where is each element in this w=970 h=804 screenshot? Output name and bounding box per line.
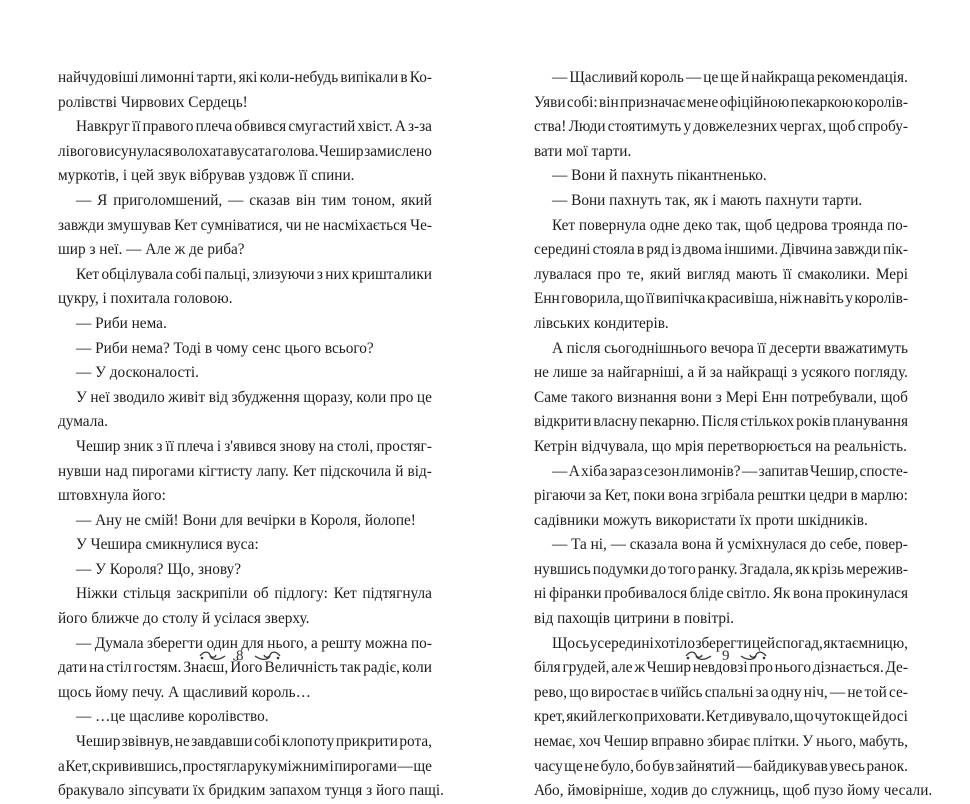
ornament-right-icon [252,649,282,663]
text-line: Саме такого визнання вони з Мері Енн потребували, щоб [534,388,908,406]
text-line: — Риби нема? Тоді в чому сенс цього всього? [76,339,374,357]
text-line: думала. [58,413,108,431]
page-number: 8 [236,647,244,664]
text-line: — У досконалості. [76,364,200,382]
text-line: рево, що виростає в чиїйсь спальні за одну ніч, — не той се- [534,683,908,701]
text-line: — Ану не смій! Вони для вечірки в Короля, йолопе! [76,511,416,529]
text-line: ства! Люди стоятимуть у довжелезних чергах, щоб спробу- [534,118,908,136]
text-line: — Я приголомшений, — сказав він тим тоном, який [76,191,432,209]
text-line: щось йому печу. А щасливий король… [58,683,311,701]
text-line: рігаючи за Кет, поки вона згрібала рештки цедри в марлю: [534,487,908,505]
text-line: його ближче до столу й усілася зверху. [58,610,310,628]
text-line: часу ще не було, бо був зайнятий — байдикував увесь ранок. [534,757,908,775]
text-line: — Риби нема. [76,314,167,332]
text-line: — Та ні, — сказала вона й усміхнулася до себе, повер- [552,536,908,554]
text-line: — …це щасливе королівство. [76,708,269,726]
text-line: Щось усередині хотіло зберегти цей спогад, як таємницю, [552,634,908,652]
text-line: немає, хоч Чешир вправно збирає плітки. У нього, мабуть, [534,733,908,751]
text-line: У Чешира смикнулися вуса: [76,536,259,554]
right-page-text [534,66,933,804]
text-line: Уяви собі: він призначає мене офіційною пекаркою королів- [534,93,908,111]
text-line: нувшись подумки до того ранку. Згадала, як крізь мережив- [534,560,908,578]
text-line: не лише за найгарніші, а й за найкращі з усякого погляду. [534,364,908,382]
page-number: 9 [722,647,730,664]
text-line: завжди змушував Кет сумніватися, чи не насміхається Че- [58,216,432,234]
text-line: ні фіранки пробивалося бліде світло. Як вона прокинулася [534,585,908,603]
text-line: вати мої тарти. [534,142,632,160]
text-line: — А хіба зараз сезон лимонів? — запитав Чешир, спосте- [552,462,908,480]
text-line: — Думала зберегти один для нього, а решту можна по- [76,634,432,652]
text-line: — Вони й пахнуть пікантненько. [552,167,767,185]
text-line: біля грудей, але ж Чешир невдовзі про нього дізнається. Де- [534,659,908,677]
text-line: шир з неї. — Але ж де риба? [58,241,245,259]
text-line: найчудовіші лимонні тарти, які коли-небудь випікали в Ко- [58,69,432,86]
text-line: — Щасливий король — це ще й найкраща рекомендація. [552,69,908,86]
text-line: а Кет, скривившись, простягла руку між ним і пирогами — ще [58,757,432,775]
text-line: середині стояла в ряд із двома іншими. Дівчина завжди пік- [534,241,908,259]
text-line: А після сьогоднішнього вечора її десерти вважатимуть [552,339,908,357]
right-page-folio [684,644,768,668]
ornament-left-icon [198,649,228,663]
text-line: Або, ймовірніше, ходив до служниць, щоб пузо йому чесали. [534,782,933,800]
text-line: Чешир звівнув, не завдавши собі клопоту прикрити рота, [76,733,432,751]
text-line: ролівстві Чирвових Сердець! [58,93,248,111]
text-line: муркотів, і цей звук вібрував уздовж її спини. [58,167,355,185]
text-line: дати на стіл гостям. Знаєш, Його Величність так радіє, коли [58,659,432,677]
left-page-text [58,66,444,804]
text-line: Навкруг її правого плеча обвився смугастий хвіст. А з-за [76,118,432,136]
text-line: лувалася про те, який вигляд мають її смаколики. Мері [534,265,908,283]
text-line: штовхнула його: [58,487,166,505]
text-line: Кетрін відчувала, що мрія перетворюється на реальність. [534,437,907,455]
text-line: У неї зводило живіт від збудження щоразу, коли про це [76,388,432,406]
text-line: Кет обцілувала собі пальці, злизуючи з них кришталики [76,265,432,283]
text-line: Ніжки стільця заскрипіли об підлогу: Кет підтягнула [76,585,432,603]
text-line: відкрити власну пекарню. Після стількох років планування [534,413,908,431]
text-line: лівських кондитерів. [534,314,669,332]
text-line: лівого висунулася волохата вусата голова. Чешир замислено [58,142,432,160]
text-line: бракувало зіпсувати їх бридким запахом тунця з його пащі. [58,782,444,800]
text-line: нувши над пирогами кігтисту лапу. Кет підскочила й від- [58,462,432,480]
ornament-left-icon [684,649,714,663]
text-line: садівники можуть використати їх проти шкідників. [534,511,868,529]
left-page-folio [198,644,282,668]
text-line: — Вони пахнуть так, як і мають пахнути тарти. [552,191,863,209]
text-line: цукру, і похитала головою. [58,290,233,308]
text-line: — У Короля? Що, знову? [76,560,241,578]
ornament-right-icon [738,649,768,663]
text-line: Чешир зник з її плеча і з'явився знову на столі, простяг- [76,437,432,455]
text-line: Кет повернула одне деко так, щоб цедрова троянда по- [552,216,908,234]
text-line: Енн говорила, що її випічка красивіша, ніж навіть у королів- [534,290,908,308]
text-line: від пахощів цитрини в повітрі. [534,610,735,628]
text-line: крет, який легко приховати. Кет дивувало, що чуток ще й досі [534,708,908,726]
